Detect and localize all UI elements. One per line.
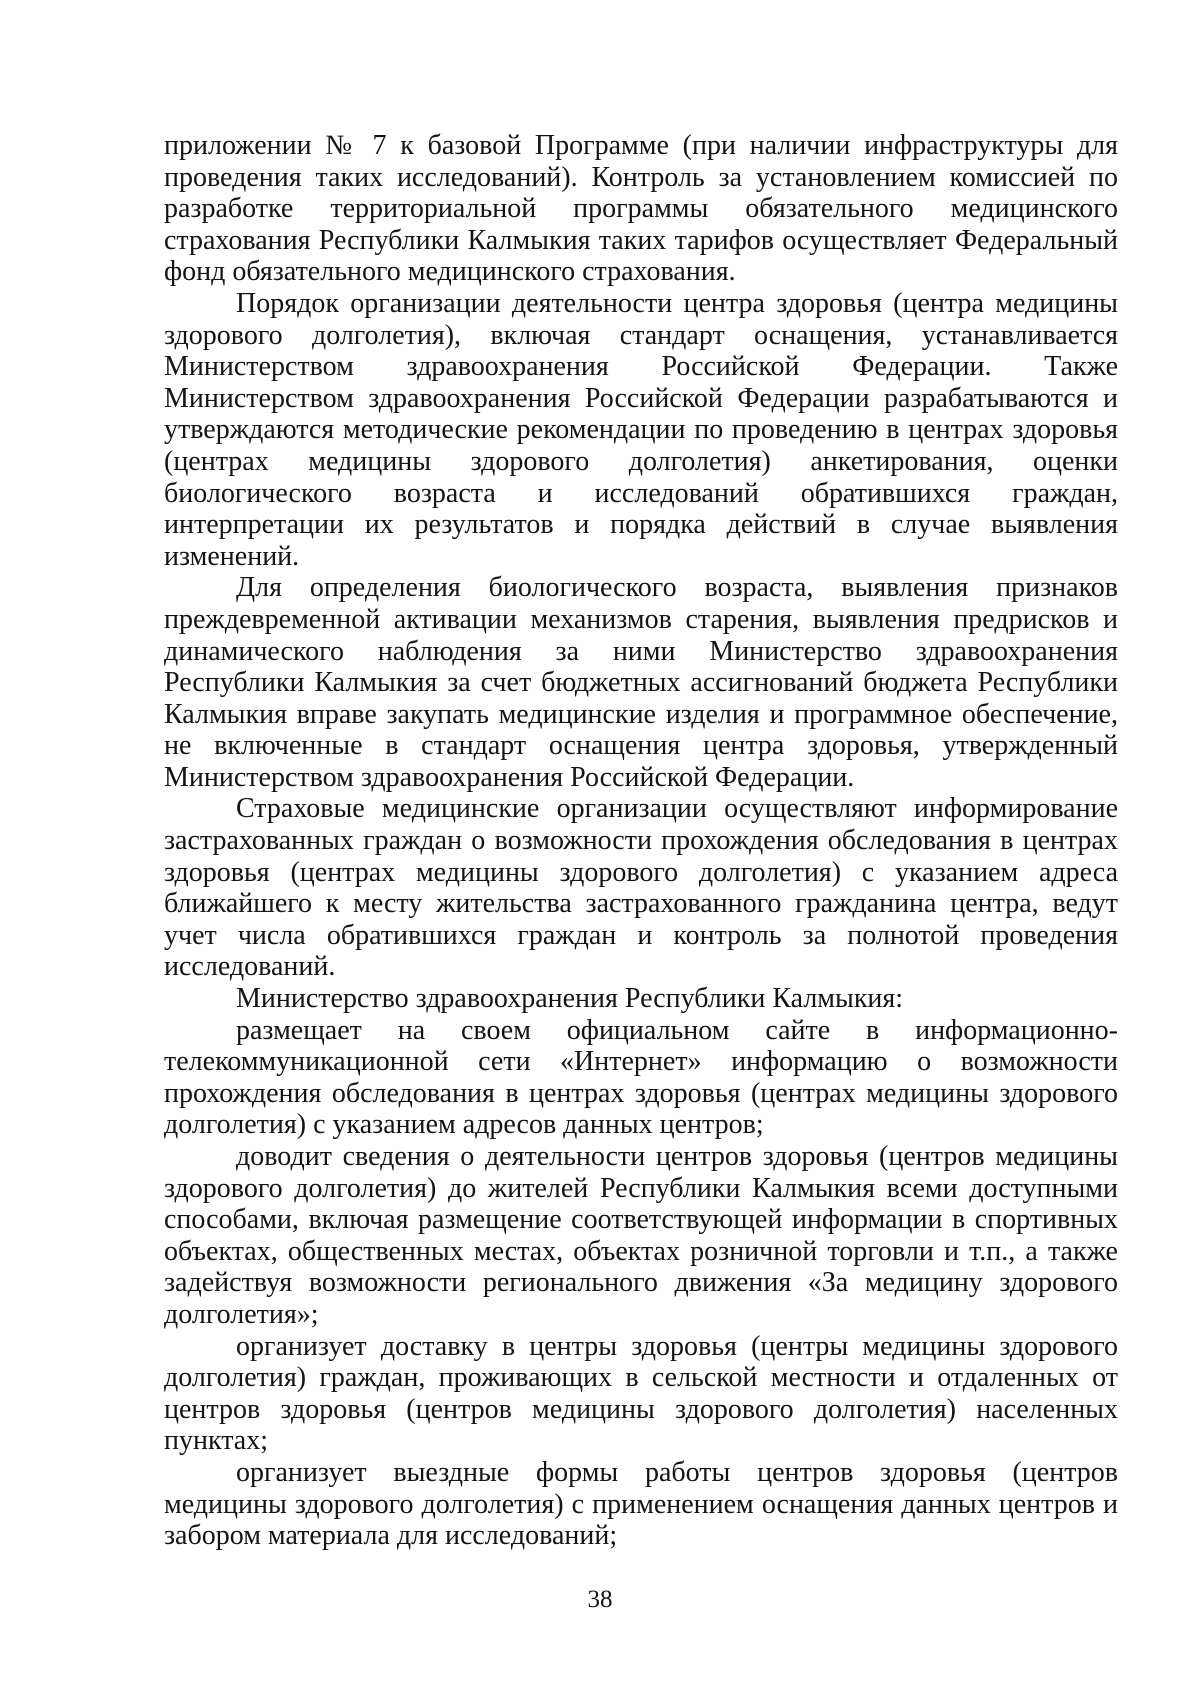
page-number: 38 — [587, 1586, 613, 1613]
paragraph-biological-age: Для определения биологического возраста, выявления признаков преждевременной активации механизмов старения, выявления предрисков и динамического наблюдения за ними Министерство здравоохранения Республики Калмыкия за счет бюджетных ассигнований бюджета Республики Калмыкия вправе закупать медицинские изделия и программное обеспечение, не включенные в стандарт оснащения центра здоровья, утвержденный Министерством здравоохранения Российской Федерации. — [164, 572, 1118, 793]
paragraph-ministry-heading: Министерство здравоохранения Республики Калмыкия: — [236, 983, 904, 1015]
paragraph-insurance-organizations: Страховые медицинские организации осуществляют информирование застрахованных граждан о возможности прохождения обследования в центрах здоровья (центрах медицины здорового долголетия) с указанием адреса ближайшего к месту жительства застрахованного гражданина центра, ведут учет числа обратившихся граждан и контроль за полнотой проведения исследований. — [164, 793, 1118, 983]
paragraph-tariff-control: приложении № 7 к базовой Программе (при наличии инфраструктуры для проведения таких исследований). Контроль за установлением комиссией по разработке территориальной программы обязательного медицинского страхования Республики Калмыкия таких тарифов осуществляет Федеральный фонд обязательного медицинского страхования. — [164, 130, 1118, 288]
paragraph-ministry-delivery: организует доставку в центры здоровья (центры медицины здорового долголетия) граждан, проживающих в сельской местности и отдаленных от центров здоровья (центров медицины здорового долголетия) населенных пунктах; — [164, 1330, 1118, 1457]
paragraph-health-center-procedure: Порядок организации деятельности центра здоровья (центра медицины здорового долголетия), включая стандарт оснащения, устанавливается Министерством здравоохранения Российской Федерации. Также Министерством здравоохранения Российской Федерации разрабатываются и утверждаются методические рекомендации по проведению в центрах здоровья (центрах медицины здорового долголетия) анкетирования, оценки биологического возраста и исследований обратившихся граждан, интерпретации их результатов и порядка действий в случае выявления изменений. — [164, 287, 1118, 572]
paragraph-ministry-website: размещает на своем официальном сайте в информационно-телекоммуникационной сети «Интернет» информацию о возможности прохождения обследования в центрах здоровья (центрах медицины здорового долголетия) с указанием адресов данных центров; — [164, 1014, 1118, 1141]
paragraph-ministry-informing: доводит сведения о деятельности центров здоровья (центров медицины здорового долголетия) до жителей Республики Калмыкия всеми доступными способами, включая размещение соответствующей информации в спортивных объектах, общественных местах, объектах розничной торговли и т.п., а также задействуя возможности регионального движения «За медицину здорового долголетия»; — [164, 1141, 1118, 1330]
paragraph-ministry-mobile-work: организует выездные формы работы центров здоровья (центров медицины здорового долголетия) с применением оснащения данных центров и забором материала для исследований; — [164, 1456, 1118, 1552]
document-body — [164, 130, 1118, 1552]
